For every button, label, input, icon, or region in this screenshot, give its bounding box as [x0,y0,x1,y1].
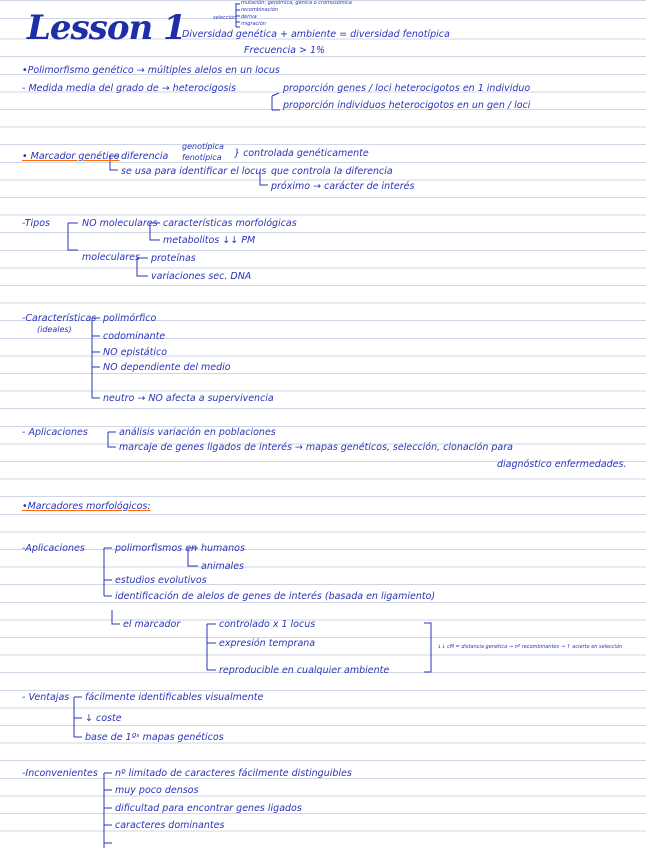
aplic-3: diagnóstico enfermedades. [497,459,627,470]
tipos-prot: proteínas [151,253,196,264]
ventajas-1: fácilmente identificables visualmente [85,692,264,703]
tipos-var: variaciones sec. DNA [151,271,252,282]
carac-label: -Características [22,313,97,324]
tipos-morf: características morfológicas [163,218,297,229]
morfo-ident: identificación de alelos de genes de interés (basada en ligamiento) [115,591,436,602]
morfo-c3: reproducible en cualquier ambiente [219,665,390,676]
marker-use: se usa para identificar el locus [121,166,267,177]
incon-label: -Inconvenientes [22,768,98,779]
header-note-3: deriva [241,14,257,20]
morfo-ani: animales [201,561,244,572]
page-title: Lesson 1 [27,8,186,48]
tipos-label: -Tipos [22,218,50,229]
morfo-poli: polimorfismos en [115,543,198,554]
frequency: Frecuencia > 1% [244,45,326,56]
marker-que: que controla la diferencia [271,166,393,177]
incon-1: nº limitado de caracteres fácilmente distinguibles [115,768,352,779]
carac-item-1: polimórfico [103,313,157,324]
aplic-2: marcaje de genes ligados de interés → mapas genéticos, selección, clonación para [119,442,513,453]
header-note-4: migración [241,21,266,27]
incon-3: dificultad para encontrar genes ligados [115,803,302,814]
ventajas-3: base de 1ºˢ mapas genéticos [85,732,224,743]
morfo-heading: •Marcadores morfológicos: [22,501,151,512]
marker-controlled: } controlada genéticamente [234,148,369,159]
header-note-1: mutación: genómica, génica o cromosómica [241,0,352,6]
carac-item-5: neutro → NO afecta a supervivencia [103,393,274,404]
morfo-hum: humanos [201,543,245,554]
marker-feno: fenotípica [182,153,222,162]
poly-sub-2: proporción individuos heterocigotos en un gen / loci [283,100,531,111]
ventajas-label: - Ventajas [22,692,70,703]
marker-geno: genotípica [182,142,224,151]
header-note-2: recombinación [241,7,278,13]
marker-prox: próximo → carácter de interés [271,181,415,192]
morfo-c1: controlado x 1 locus [219,619,316,630]
carac-ideal: (ideales) [37,325,72,334]
tipos-metab: metabolitos ↓↓ PM [163,235,256,246]
carac-item-4: NO dependiente del medio [103,362,231,373]
tipos-mol: moleculares [82,252,140,263]
formula: Diversidad genética + ambiente = diversidad fenotípica [182,29,450,40]
incon-4: caracteres dominantes [115,820,225,831]
poly-sub-1: proporción genes / loci heterocigotos en 1 individuo [283,83,531,94]
morfo-note: ↓↓ cM = distancia genética → nº recombinantes → ↑ acierto en selección [437,644,623,650]
tipos-nomol: NO moleculares [82,218,158,229]
selection-label: selección [213,15,237,21]
marker-heading: • Marcador genético [22,151,120,162]
marker-diff: diferencia [121,151,169,162]
carac-item-2: codominante [103,331,166,342]
morfo-evol: estudios evolutivos [115,575,207,586]
poly-line-1: •Polimorfismo genético → múltiples alelos en un locus [22,65,280,76]
morfo-aplic-label: -Aplicaciones [22,543,85,554]
poly-line-2: - Medida media del grado de → heterocigosis [22,83,237,94]
incon-2: muy poco densos [115,785,199,796]
carac-item-3: NO epistático [103,347,168,358]
morfo-marcador: el marcador [123,619,181,630]
morfo-c2: expresión temprana [219,638,316,649]
ventajas-2: ↓ coste [85,713,122,724]
aplic-label: - Aplicaciones [22,427,88,438]
aplic-1: análisis variación en poblaciones [119,427,276,438]
